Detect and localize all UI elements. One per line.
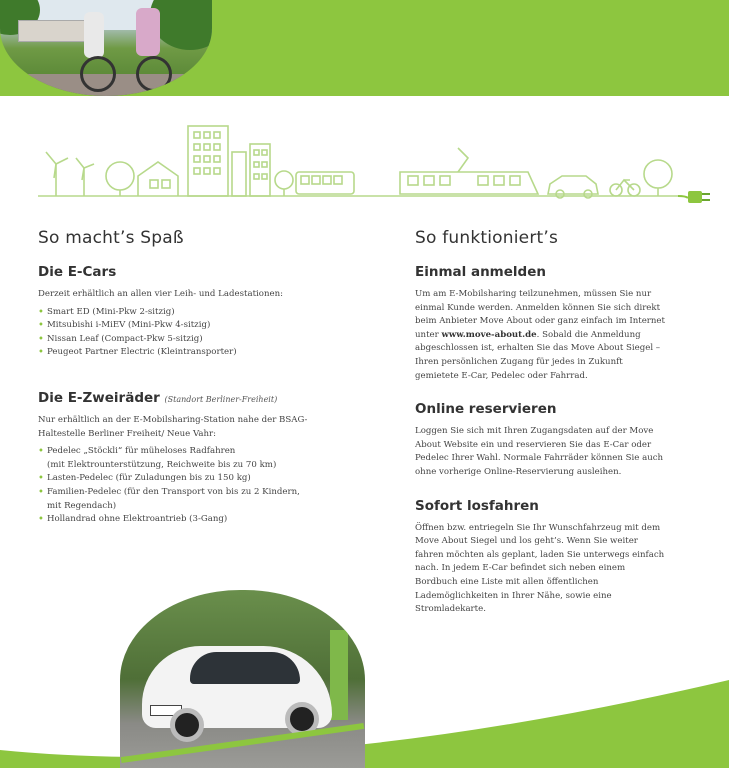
cyclists-photo [0,0,212,96]
ebikes-intro: Nur erhältlich an der E-Mobilsharing-Station nahe der BSAG-Haltestelle Berliner Freiheit/ Neue Vahr: [38,414,308,439]
plug-icon [678,191,710,203]
step-register [415,264,665,383]
list-item: • Pedelec „Stöckli“ für müheloses Radfahren (mit Elektrounterstützung, Reichweite bis zu 70 km) [38,445,338,472]
right-title: So funktioniert’s [415,228,559,248]
step-register-text: Um am E-Mobilsharing teilzunehmen, müssen Sie nur einmal Kunde werden. Anmelden können Sie sich direkt beim Anbieter Move About oder ganz einfach im Internet unter www.move-about.de. Sobald die Anmeldung abgeschlossen ist, erhalten Sie das Move About Siegel – Ihren persönlichen Zugang für jedes in Zukunft gemietete E-Car, Pedelec oder Fahrrad. [415,289,665,381]
step-reserve-heading: Online reservieren [415,401,557,418]
ecars-intro: Derzeit erhältlich an allen vier Leih- und Ladestationen: [38,289,283,299]
ebikes-heading-text: Die E-Zweiräder [38,389,160,406]
left-column [38,228,338,545]
step-reserve-text: Loggen Sie sich mit Ihren Zugangsdaten auf der Move About Website ein und reservieren Sie das E-Car oder Pedelec Ihrer Wahl. Normale Fahrräder können Sie auch ohne vorherige Online-Reservierung ausleihen. [415,426,664,477]
step-drive-text: Öffnen bzw. entriegeln Sie Ihr Wunschfahrzeug mit dem Move About Siegel und los geht’s. Wenn Sie weiter fahren möchten als geplant, laden Sie unterwegs einfach nach. In jedem E-Car befindet sich neben einem Bordbuch eine Liste mit allen öffentlichen Lademöglichkeiten in Ihrer Nähe, sowie eine Stromladekarte. [415,522,665,615]
list-item: • Familien-Pedelec (für den Transport von bis zu 2 Kindern, mit Regendach) [38,486,338,513]
left-title: So macht’s Spaß [38,228,184,248]
step-drive [415,498,665,617]
city-skyline-illustration [38,118,714,210]
list-item: • Hollandrad ohne Elektroantrieb (3-Gang) [38,513,338,527]
ebikes-heading [38,390,338,406]
ecars-list [38,306,338,360]
list-item: • Lasten-Pedelec (für Zuladungen bis zu 150 kg) [38,472,338,486]
list-item: • Nissan Leaf (Compact-Pkw 5-sitzig) [38,333,338,347]
ebikes-location: (Standort Berliner-Freiheit) [164,394,278,404]
step-reserve [415,401,665,479]
step-register-heading: Einmal anmelden [415,264,546,280]
list-item: • Mitsubishi i-MiEV (Mini-Pkw 4-sitzig) [38,319,338,333]
ecars-heading: Die E-Cars [38,264,117,280]
website-link[interactable]: www.move-about.de [441,329,537,340]
ebikes-list [38,445,338,527]
list-item: • Peugeot Partner Electric (Kleintransporter) [38,346,338,360]
step-drive-heading: Sofort losfahren [415,497,539,514]
ecar-photo [120,590,365,768]
ebikes-section [38,390,338,527]
list-item: • Smart ED (Mini-Pkw 2-sitzig) [38,306,338,320]
right-column [415,228,665,635]
ecars-section [38,264,338,360]
